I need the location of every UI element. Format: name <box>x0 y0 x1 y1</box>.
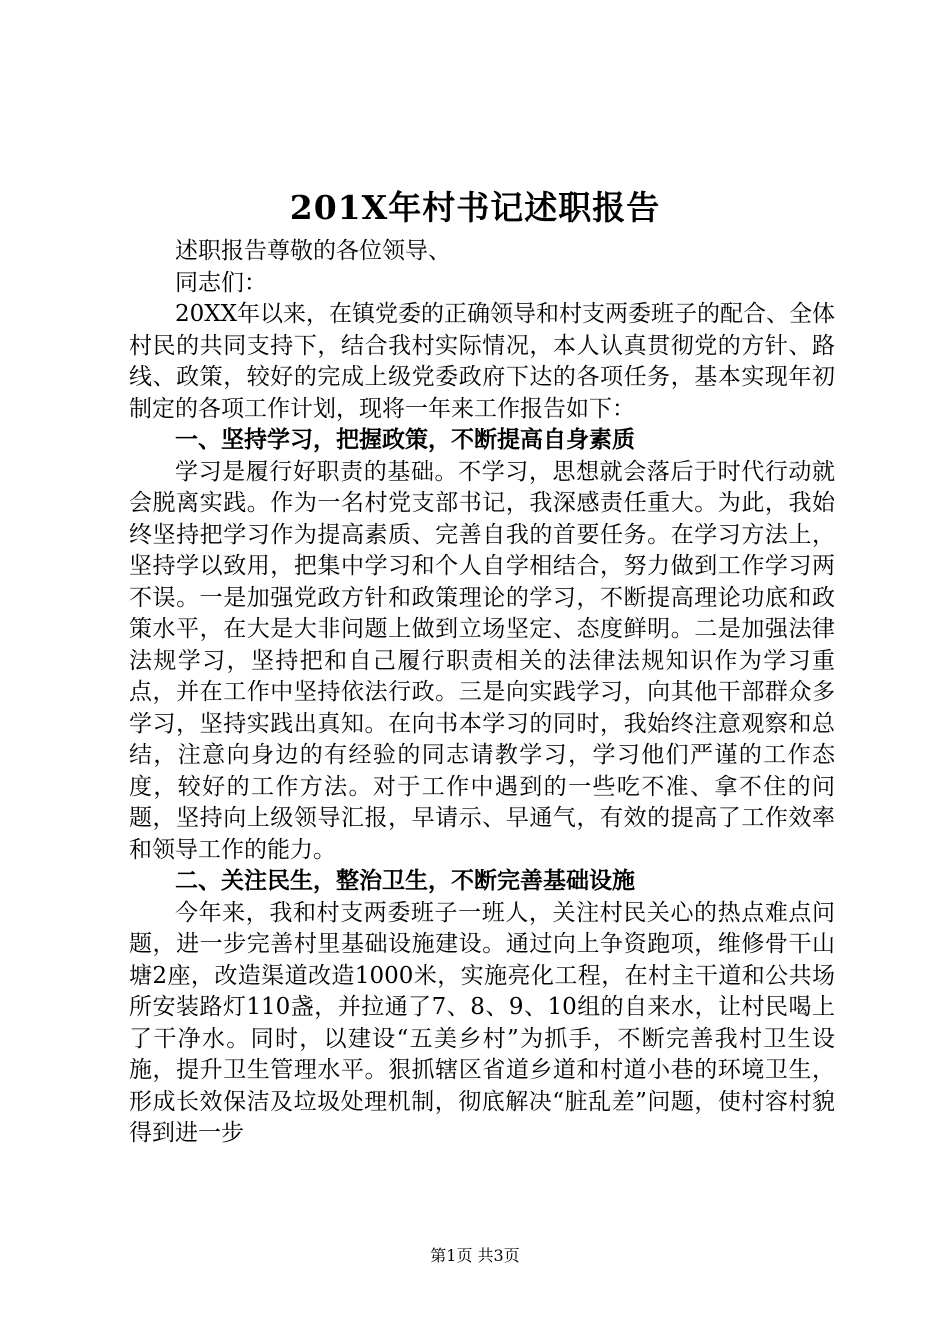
section-2-heading: 二、关注民生，整治卫生，不断完善基础设施 <box>175 868 635 894</box>
document-title: 201X年村书记述职报告 <box>289 188 661 227</box>
salutation-line-2: 同志们： <box>175 269 267 296</box>
section-2-paragraph: 今年来，我和村支两委班子一班人，关注村民关心的热点难点问题，进一步完善村里基础设施建设。通过向上争资跑项，维修骨干山塘2座，改造渠道改造1000米，实施亮化工程，在村主干道和公共场所安装路灯110盏，并拉通了7、8、9、10组的自来水，让村民喝上了干净水。同时，以建设“五美乡村”为抓手，不断完善我村卫生设施，提升卫生管理水平。狠抓辖区省道乡道和村道小巷的环境卫生，形成长效保洁及垃圾处理机制，彻底解决“脏乱差”问题，使村容村貌得到进一步 <box>129 899 835 1146</box>
intro-paragraph: 20XX年以来，在镇党委的正确领导和村支两委班子的配合、全体村民的共同支持下，结合我村实际情况，本人认真贯彻党的方针、路线、政策，较好的完成上级党委政府下达的各项任务，基本实现年初制定的各项工作计划，现将一年来工作报告如下： <box>129 301 836 422</box>
page-footer: 第1页 共3页 <box>430 1246 520 1265</box>
document-body <box>129 236 835 1150</box>
section-1-heading: 一、坚持学习，把握政策，不断提高自身素质 <box>175 427 635 453</box>
section-1-paragraph: 学习是履行好职责的基础。不学习，思想就会落后于时代行动就会脱离实践。作为一名村党支部书记，我深感责任重大。为此，我始终坚持把学习作为提高素质、完善自我的首要任务。在学习方法上，坚持学以致用，把集中学习和个人自学相结合，努力做到工作学习两不误。一是加强党政方针和政策理论的学习，不断提高理论功底和政策水平，在大是大非问题上做到立场坚定、态度鲜明。二是加强法律法规学习，坚持把和自己履行职责相关的法律法规知识作为学习重点，并在工作中坚持依法行政。三是向实践学习，向其他干部群众多学习，坚持实践出真知。在向书本学习的同时，我始终注意观察和总结，注意向身边的有经验的同志请教学习，学习他们严谨的工作态度，较好的工作方法。对于工作中遇到的一些吃不准、拿不住的问题，坚持向上级领导汇报，早请示、早通气，有效的提高了工作效率和领导工作的能力。 <box>129 458 835 863</box>
salutation-line-1: 述职报告尊敬的各位领导、 <box>175 238 451 264</box>
